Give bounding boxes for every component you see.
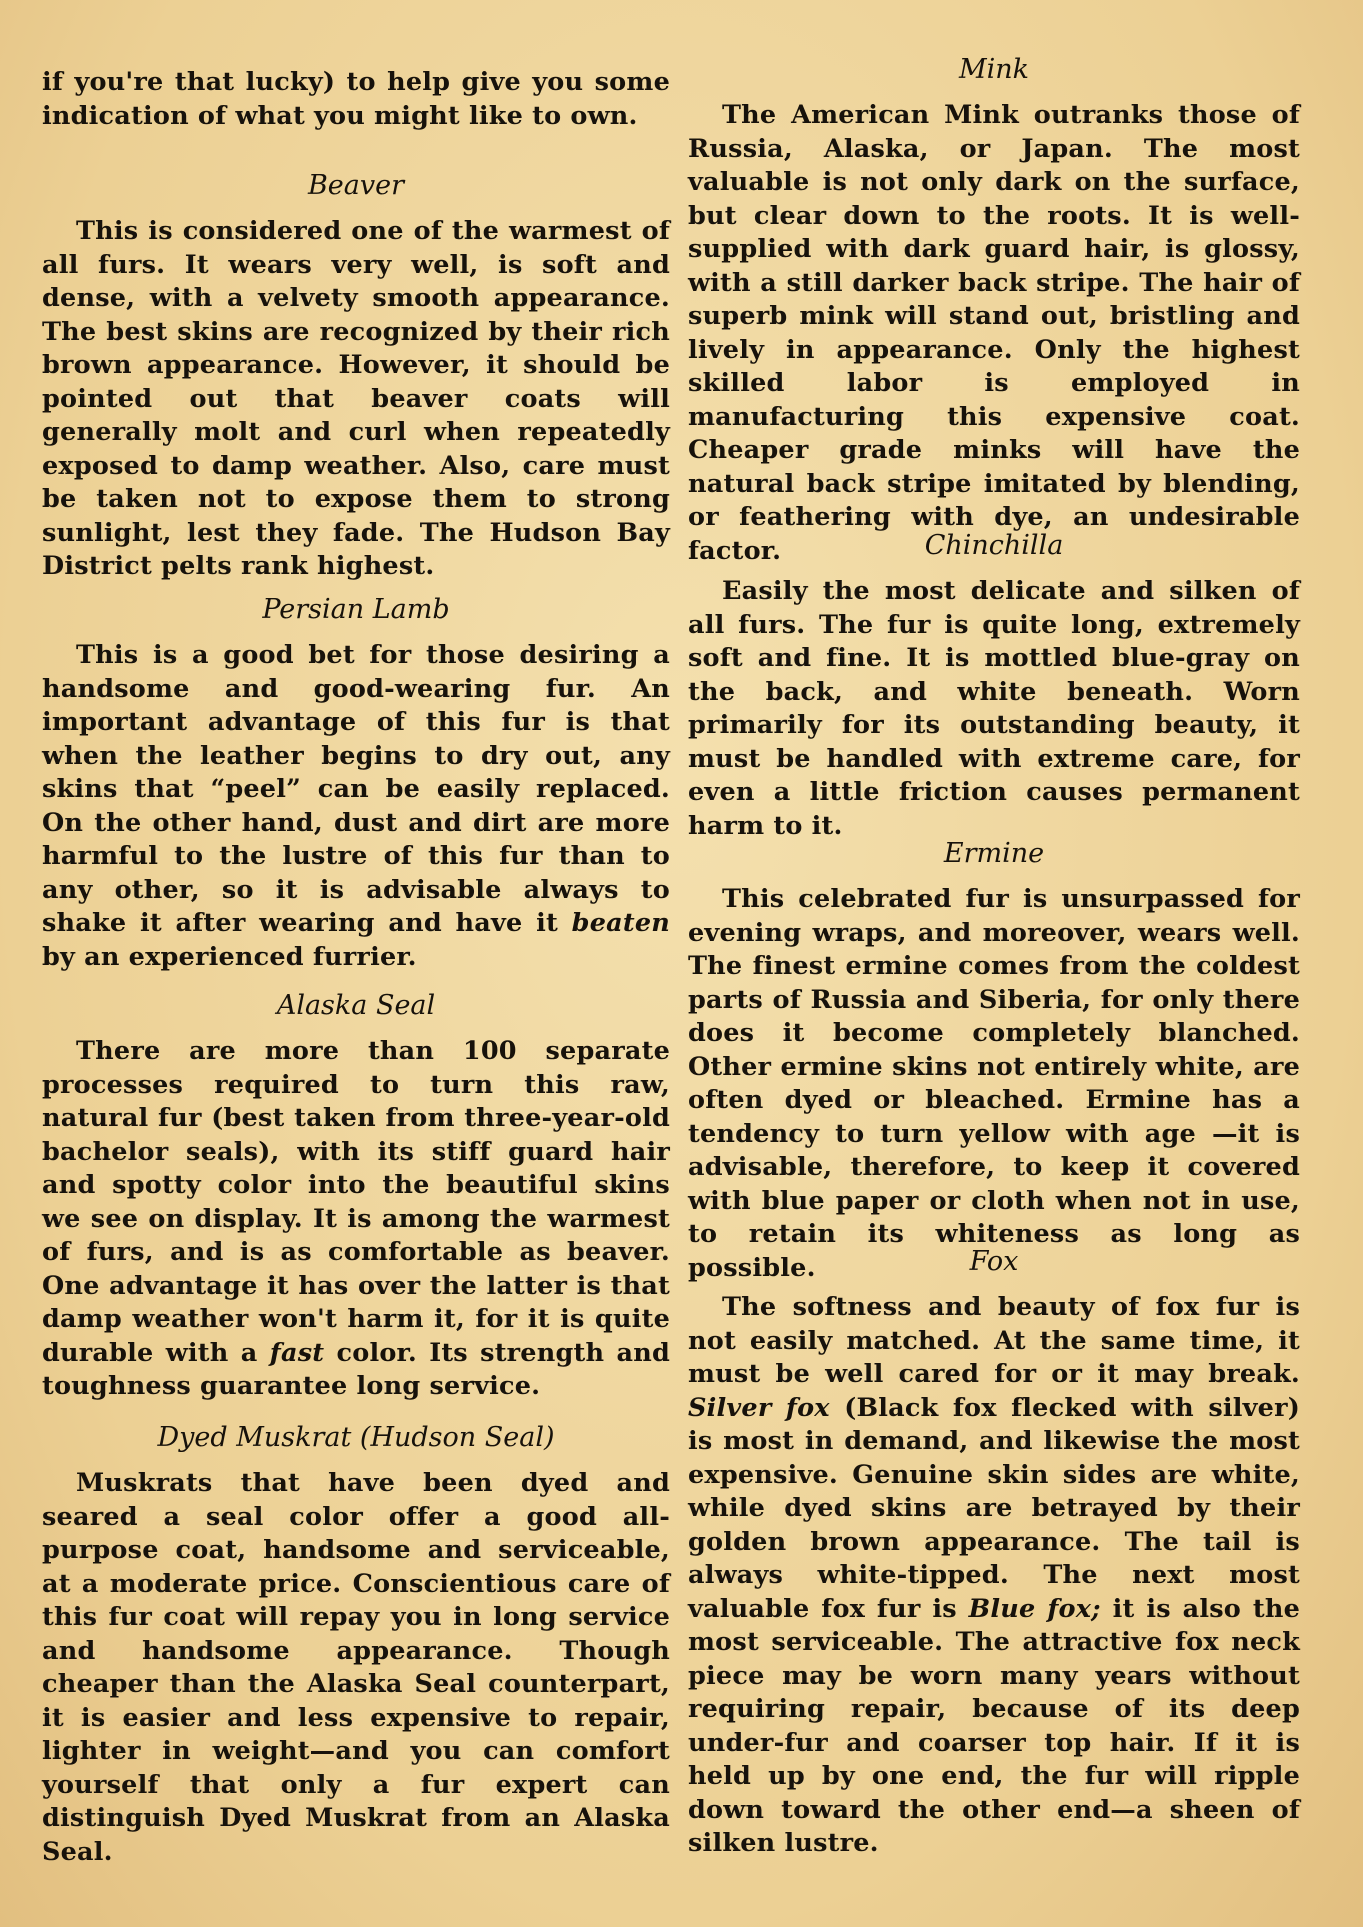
persian-lamb-heading: Persian Lamb: [262, 594, 450, 625]
fox-emphasis-silver: Silver fox: [688, 1392, 830, 1423]
intro-section: [42, 66, 670, 133]
dyed-muskrat-heading: Dyed Muskrat (Hudson Seal): [157, 1422, 555, 1453]
ermine-section: [688, 838, 1300, 1285]
persian-lamb-body-end: by an experienced furrier.: [42, 941, 417, 972]
mink-body: The American Mink outranks those of Russia, Alaska, or Japan. The most valuable is not only dark on the surface, but clear down to the roots. It is well-supplied with dark guard hair, is glossy, with a still darker back stripe. The hair of superb mink will stand out, bristling and lively in appearance. Only the highest skilled labor is employed in manufacturing this expensive coat. Cheaper grade minks will have the natural back stripe imitated by blending, or feathering with dye, an undesirable factor.: [688, 100, 1300, 566]
beaver-section: [42, 170, 670, 584]
alaska-seal-heading: Alaska Seal: [276, 990, 436, 1021]
fox-heading: Fox: [969, 1246, 1019, 1277]
persian-lamb-body-text: This is a good bet for those desiring a handsome and good-wearing fur. An important advantage of this fur is that when the leather begins to dry out, any skins that “peel” can be easily replaced. On the other hand, dust and dirt are more harmful to the lustre of this fur than to any other, so it is advisable always to shake it after wearing and have it: [42, 640, 670, 938]
alaska-seal-emphasis: fast: [269, 1337, 325, 1368]
fox-emphasis-blue: Blue fox;: [968, 1593, 1101, 1624]
persian-lamb-body: [42, 639, 670, 974]
mink-section: [688, 54, 1300, 568]
dyed-muskrat-body: Muskrats that have been dyed and seared a seal color offer a good all-purpose coat, handsome and serviceable, at a moderate price. Conscientious care of this fur coat will repay you in long service and handsome appearance. Though cheaper than the Alaska Seal counterpart, it is easier and less expensive to repair, lighter in weight—and you can comfort yourself that only a fur expert can distinguish Dyed Muskrat from an Alaska Seal.: [42, 1468, 670, 1867]
fox-body: [688, 1291, 1300, 1861]
fox-body-text-2: (Black fox flecked with silver) is most in demand, and likewise the most expensive. Genuine skin sides are white, while dyed skins are betrayed by their golden brown appearance. The tail is always white-tipped. The next most valuable fox fur is: [688, 1392, 1301, 1624]
dyed-muskrat-section: [42, 1422, 670, 1869]
persian-lamb-section: [42, 594, 670, 974]
alaska-seal-section: [42, 990, 670, 1404]
chinchilla-heading: Chinchilla: [924, 530, 1064, 561]
fox-body-text-3: it is also the most serviceable. The attractive fox neck piece may be worn many years without requiring repair, because of its deep under-fur and coarser top hair. If it is held up by one end, the fur will ripple down toward the other end—a sheen of silken lustre.: [688, 1593, 1301, 1858]
ermine-heading: Ermine: [943, 838, 1045, 869]
fox-body-text-1: The softness and beauty of fox fur is not easily matched. At the same time, it must be well cared for or it may break.: [688, 1292, 1300, 1389]
beaver-heading: Beaver: [307, 170, 405, 201]
alaska-seal-body-end: color. Its strength and toughness guarantee long service.: [42, 1337, 670, 1401]
beaver-body: This is considered one of the warmest of all furs. It wears very well, is soft and dense, with a velvety smooth appearance. The best skins are recognized by their rich brown appearance. However, it should be pointed out that beaver coats will generally molt and curl when repeatedly exposed to damp weather. Also, care must be taken not to expose them to strong sunlight, lest they fade. The Hudson Bay District pelts rank highest.: [42, 216, 670, 581]
persian-lamb-emphasis: beaten: [571, 908, 670, 938]
alaska-seal-body-text: There are more than 100 separate processes required to turn this raw, natural fur (best taken from three-year-old bachelor seals), with its stiff guard hair and spotty color into the beautiful skins we see on display. It is among the warmest of furs, and is as comfortable as beaver. One advantage it has over the latter is that damp weather won't harm it, for it is quite durable with a: [42, 1036, 670, 1368]
chinchilla-body: Easily the most delicate and silken of all furs. The fur is quite long, extremely soft and fine. It is mottled blue-gray on the back, and white beneath. Worn primarily for its outstanding beauty, it must be handled with extreme care, for even a little friction causes permanent harm to it.: [688, 576, 1300, 841]
fox-section: [688, 1246, 1300, 1861]
alaska-seal-body: [42, 1035, 670, 1404]
mink-heading: Mink: [958, 54, 1030, 85]
chinchilla-section: [688, 530, 1300, 843]
ermine-body: This celebrated fur is unsurpassed for evening wraps, and moreover, wears well. The finest ermine comes from the coldest parts of Russia and Siberia, for only there does it become completely blanched. Other ermine skins not entirely white, are often dyed or bleached. Ermine has a tendency to turn yellow with age —it is advisable, therefore, to keep it covered with blue paper or cloth when not in use, to retain its whiteness as long as possible.: [688, 884, 1300, 1283]
intro-paragraph: if you're that lucky) to help give you some indication of what you might like to own.: [42, 67, 670, 131]
